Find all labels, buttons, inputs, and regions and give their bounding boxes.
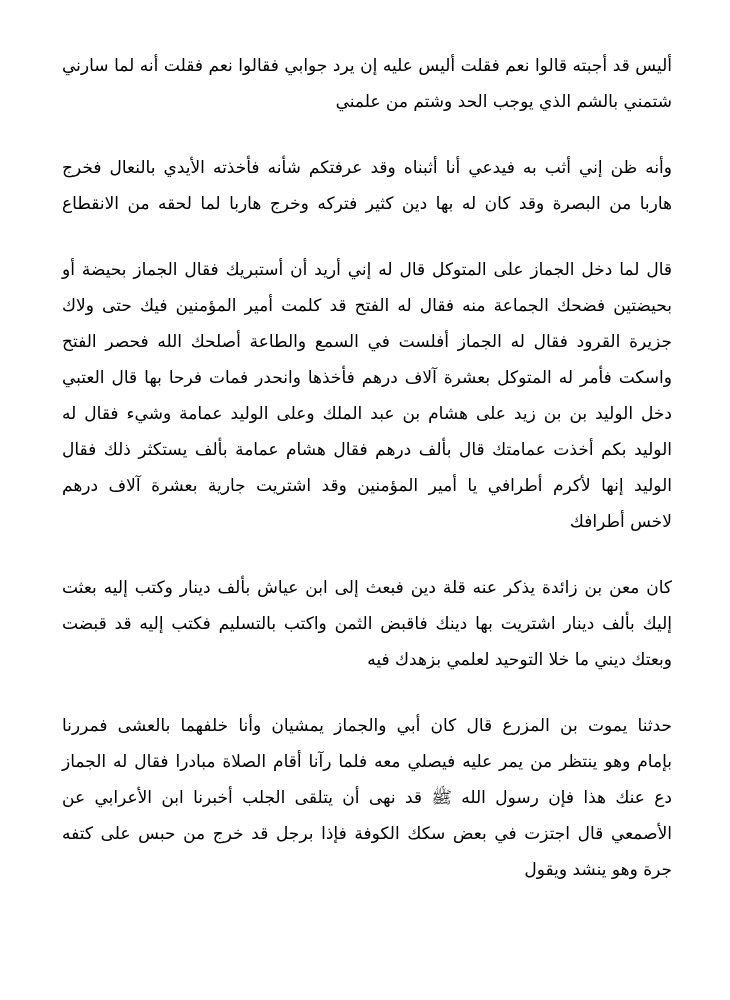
text-line: بحيضتين فضحك الجماعة منه فقال له الفتح قد كلمت أمير المؤمنين فيك حتى ولاك <box>62 296 672 316</box>
text-line: حدثنا يموت بن المزرع قال كان أبي والجماز يمشيان وأنا خلفهما بالعشى فمررنا <box>62 716 672 736</box>
text-line: دع عنك هذا فإن رسول الله ﷺ قد نهى أن يتلقى الجلب أخبرنا ابن الأعرابي عن <box>62 788 672 808</box>
paragraph-3 <box>62 252 672 540</box>
paragraph-1 <box>62 48 672 120</box>
text-line: جرة وهو ينشد ويقول <box>524 860 672 880</box>
text-line: الوليد إنها لأكرم أطرافي يا أمير المؤمنين وقد اشتريت جارية بعشرة آلاف درهم <box>62 476 672 496</box>
text-line: وأنه ظن إني أثب به فيدعي أنا أثبناه وقد عرفتكم شأنه فأخذته الأيدي بالنعال فخرج <box>62 158 672 178</box>
text-line: قال لما دخل الجماز على المتوكل قال له إني أريد أن أستبريك فقال الجماز بحيضة أو <box>62 260 672 280</box>
text-line: إليك بألف دينار اشتريت بها دينك فاقبض الثمن واكتب بالتسليم فكتب إليه قد قبضت <box>62 614 672 634</box>
text-line: شتمني بالشم الذي يوجب الحد وشتم من علمني <box>335 92 672 112</box>
text-line: الأصمعي قال اجتزت في بعض سكك الكوفة فإذا برجل قد خرج من حبس على كتفه <box>62 824 672 844</box>
text-line: دخل الوليد بن بن زيد على هشام بن عبد الملك وعلى الوليد عمامة وشيء فقال له <box>62 404 672 424</box>
text-line: وبعتك ديني ما خلا التوحيد لعلمي بزهدك فيه <box>367 650 672 670</box>
text-line: هاربا من البصرة وقد كان له بها دين كثير فتركه وخرج هاربا لما لحقه من الانقطاع <box>62 194 672 214</box>
paragraph-4 <box>62 570 672 678</box>
document-page <box>62 48 672 918</box>
text-line: أليس قد أجبته قالوا نعم فقلت أليس عليه إن يرد جوابي فقالوا نعم فقلت أنه لما سارني <box>62 56 672 76</box>
text-line: لاخس أطرافك <box>569 512 672 532</box>
text-line: الوليد بكم أخذت عمامتك قال بألف درهم فقال هشام عمامة بألف يستكثر ذلك فقال <box>62 440 672 460</box>
paragraph-5 <box>62 708 672 888</box>
text-line: بإمام وهو ينتظر من يمر عليه فيصلي معه فلما رآنا أقام الصلاة مبادرا فقال له الجماز <box>62 752 672 772</box>
paragraph-2 <box>62 150 672 222</box>
text-line: واسكت فأمر له المتوكل بعشرة آلاف درهم فأخذها وانحدر فمات فرحا بها قال العتبي <box>62 368 672 388</box>
text-line: كان معن بن زائدة يذكر عنه قلة دين فبعث إلى ابن عياش بألف دينار وكتب إليه بعثت <box>62 578 672 598</box>
text-line: جزيرة القرود فقال له الجماز أفلست في السمع والطاعة أصلحك الله فحصر الفتح <box>62 332 672 352</box>
